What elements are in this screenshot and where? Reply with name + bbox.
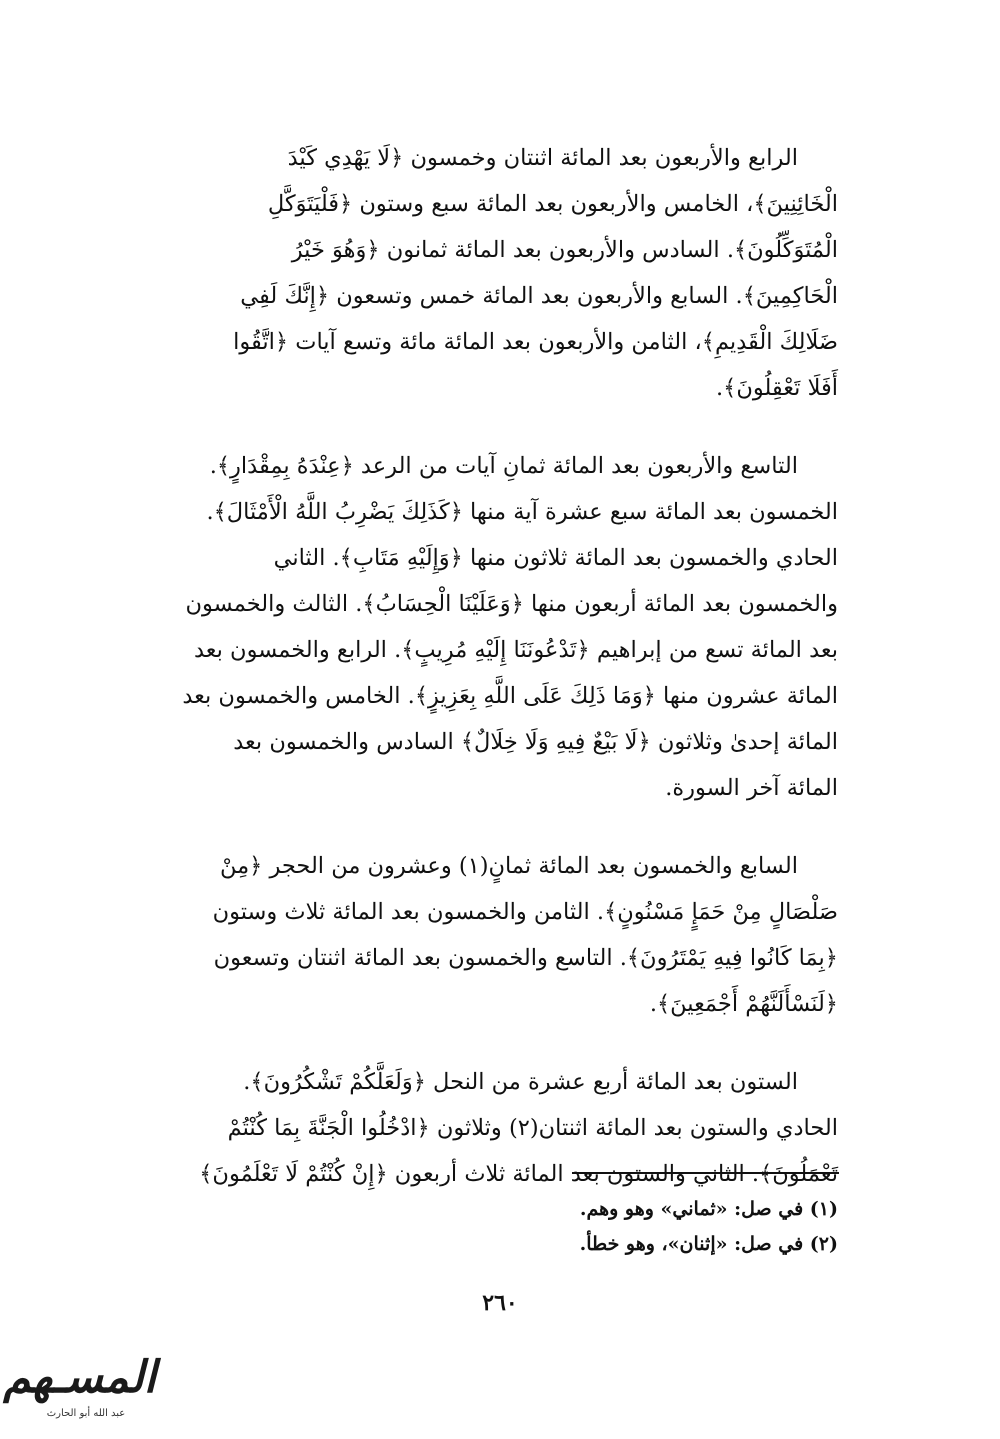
text-line: صَلْصَالٍ مِنْ حَمَإٍ مَسْنُونٍ﴾. الثامن والخمسون بعد المائة ثلاث وستون <box>212 899 838 925</box>
text-line: التاسع والأربعون بعد المائة ثمانِ آيات من الرعد ﴿عِنْدَهُ بِمِقْدَارٍ﴾. <box>209 453 798 479</box>
text-line: الْمُتَوَكِّلُونَ﴾. السادس والأربعون بعد المائة ثمانون ﴿وَهُوَ خَيْرُ <box>291 237 838 263</box>
footnote-2: (٢) في صل: «إثنان»، وهو خطأ. <box>579 1233 838 1255</box>
publisher-logo <box>3 1350 156 1436</box>
paragraph-2 <box>133 443 838 811</box>
main-text <box>133 135 838 1229</box>
logo-subtext: عبد الله أبو الحارث <box>46 1408 126 1419</box>
paragraph-3 <box>133 843 838 1027</box>
text-line: ضَلَالِكَ الْقَدِيمِ﴾، الثامن والأربعون بعد المائة مائة وتسع آيات ﴿اتَّقُوا <box>233 329 838 355</box>
logo-calligraphy: المسـهم <box>3 1352 156 1403</box>
text-line: الحادي والخمسون بعد المائة ثلاثون منها ﴿وَإِلَيْهِ مَتَابِ﴾. الثاني <box>273 545 838 571</box>
text-line: المائة عشرون منها ﴿وَمَا ذَلِكَ عَلَى اللَّهِ بِعَزِيزٍ﴾. الخامس والخمسون بعد <box>182 683 838 709</box>
text-line: الستون بعد المائة أربع عشرة من النحل ﴿وَلَعَلَّكُمْ تَشْكُرُونَ﴾. <box>243 1069 798 1095</box>
text-line: الخمسون بعد المائة سبع عشرة آية منها ﴿كَذَلِكَ يَضْرِبُ اللَّهُ الْأَمْثَالَ﴾. <box>206 499 838 525</box>
text-line: ﴿بِمَا كَانُوا فِيهِ يَمْتَرُونَ﴾. التاسع والخمسون بعد المائة اثنتان وتسعون <box>213 945 838 971</box>
text-line: ﴿لَنَسْأَلَنَّهُمْ أَجْمَعِينَ﴾. <box>649 991 838 1017</box>
text-line: الْخَائِنِينَ﴾، الخامس والأربعون بعد المائة سبع وستون ﴿فَلْيَتَوَكَّلِ <box>267 191 838 217</box>
footnotes <box>133 1192 838 1262</box>
footnote-1: (١) في صل: «ثماني» وهو وهم. <box>579 1198 838 1220</box>
text-line: السابع والخمسون بعد المائة ثمانٍ(١) وعشرون من الحجر ﴿مِنْ <box>219 853 798 879</box>
page-number: ٢٦٠ <box>482 1290 518 1316</box>
text-line: بعد المائة تسع من إبراهيم ﴿تَدْعُونَنَا إِلَيْهِ مُرِيبٍ﴾. الرابع والخمسون بعد <box>193 637 838 663</box>
footnote-divider <box>572 1172 839 1174</box>
text-line: أَفَلَا تَعْقِلُونَ﴾. <box>715 375 838 401</box>
paragraph-4 <box>133 1059 838 1197</box>
text-line: والخمسون بعد المائة أربعون منها ﴿وَعَلَيْنَا الْحِسَابُ﴾. الثالث والخمسون <box>185 591 838 617</box>
text-line: المائة آخر السورة. <box>665 775 838 801</box>
text-line: المائة إحدىٰ وثلاثون ﴿لَا بَيْعٌ فِيهِ وَلَا خِلَالٌ﴾ السادس والخمسون بعد <box>233 729 838 755</box>
text-line: الرابع والأربعون بعد المائة اثنتان وخمسون ﴿لَا يَهْدِي كَيْدَ <box>287 145 798 171</box>
text-line: الحادي والستون بعد المائة اثنتان(٢) وثلاثون ﴿ادْخُلُوا الْجَنَّةَ بِمَا كُنْتُمْ <box>227 1115 838 1141</box>
paragraph-1 <box>133 135 838 411</box>
text-line: الْحَاكِمِينَ﴾. السابع والأربعون بعد المائة خمس وتسعون ﴿إِنَّكَ لَفِي <box>240 283 838 309</box>
text-line: تَعْمَلُونَ﴾. الثاني والستون بعد المائة ثلاث أربعون ﴿إِنْ كُنْتُمْ لَا تَعْلَمُونَ﴾ <box>199 1161 838 1187</box>
